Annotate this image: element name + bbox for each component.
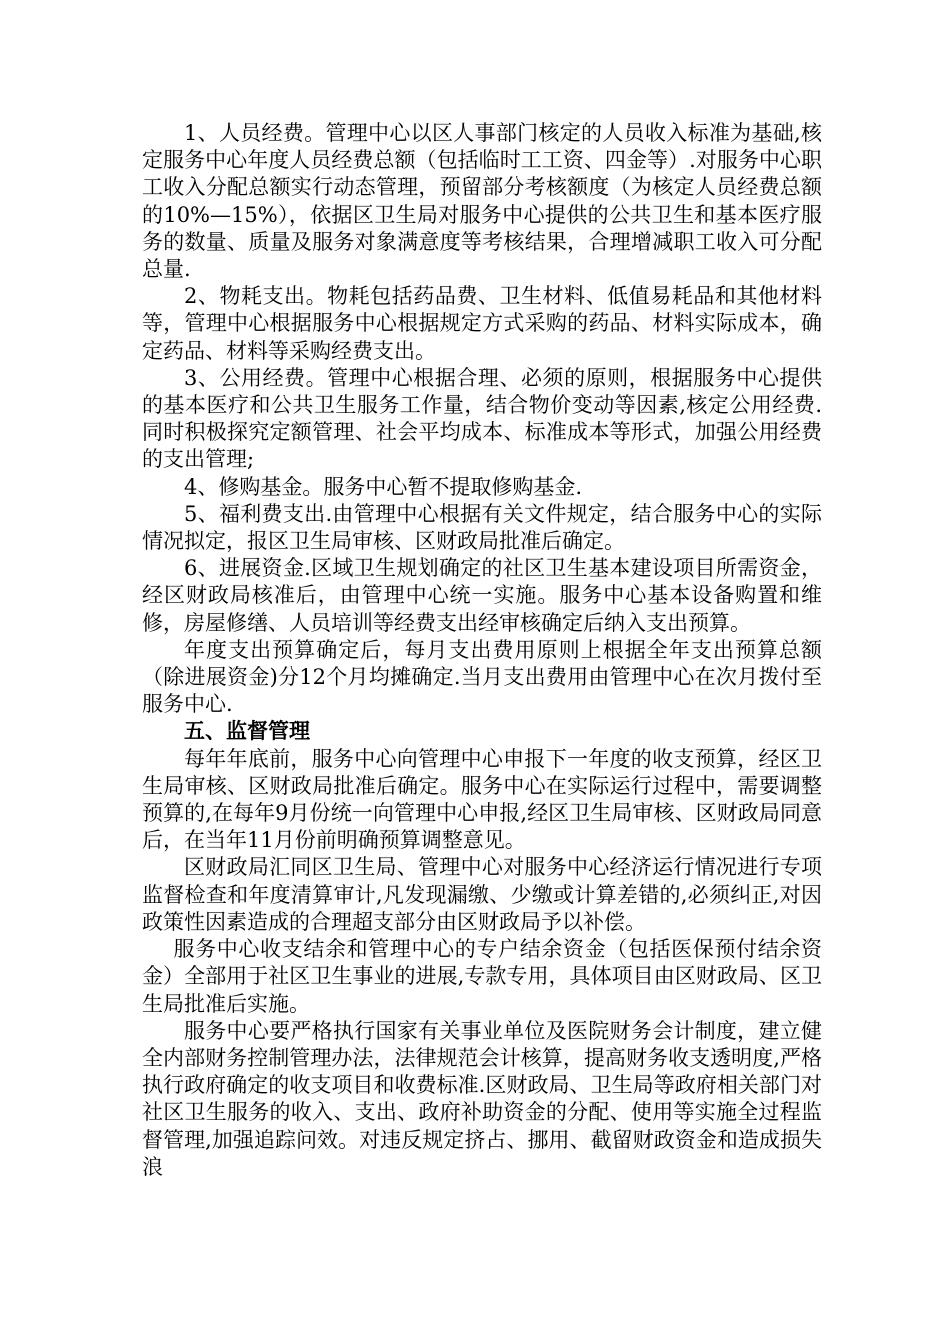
paragraph-repair-fund: 4、修购基金。服务中心暂不提取修购基金. <box>184 474 583 499</box>
document-page <box>142 120 822 1181</box>
paragraph-budget-application: 每年年底前，服务中心向管理中心申报下一年度的收支预算，经区卫生局审核、区财政局批准后确定。服务中心在实际运行过程中，需要调整预算的,在每年9月份统一向管理中心申报,经区卫生局审核、区财政局同意后，在当年11月份前明确预算调整意见。 <box>142 746 822 853</box>
paragraph-financial-control: 服务中心要严格执行国家有关事业单位及医院财务会计制度，建立健全内部财务控制管理办法，法律规范会计核算，提高财务收支透明度,严格执行政府确定的收支项目和收费标准.区财政局、卫生局等政府相关部门对社区卫生服务的收入、支出、政府补助资金的分配、使用等实施全过程监督管理,加强追踪问效。对违反规定挤占、挪用、截留财政资金和造成损失浪 <box>142 1018 822 1179</box>
paragraph-development-funds: 6、进展资金.区域卫生规划确定的社区卫生基本建设项目所需资金，经区财政局核准后，由管理中心统一实施。服务中心基本设备购置和维修，房屋修缮、人员培训等经费支出经审核确定后纳入支出预算。 <box>142 556 822 635</box>
section-heading-supervision: 五、监督管理 <box>184 719 310 744</box>
paragraph-material-expenses: 2、物耗支出。物耗包括药品费、卫生材料、低值易耗品和其他材料等，管理中心根据服务中心根据规定方式采购的药品、材料实际成本，确定药品、材料等采购经费支出。 <box>142 284 822 363</box>
paragraph-audit: 区财政局汇同区卫生局、管理中心对服务中心经济运行情况进行专项监督检查和年度清算审计,凡发现漏缴、少缴或计算差错的,必须纠正,对因政策性因素造成的合理超支部分由区财政局予以补偿。 <box>142 855 822 934</box>
paragraph-public-funds: 3、公用经费。管理中心根据合理、必须的原则，根据服务中心提供的基本医疗和公共卫生服务工作量，结合物价变动等因素,核定公用经费.同时积极探究定额管理、社会平均成本、标准成本等形式，加强公用经费的支出管理; <box>142 365 822 472</box>
paragraph-welfare-expenses: 5、福利费支出.由管理中心根据有关文件规定，结合服务中心的实际情况拟定，报区卫生局审核、区财政局批准后确定。 <box>142 501 822 554</box>
paragraph-surplus-funds: 服务中心收支结余和管理中心的专户结余资金（包括医保预付结余资金）全部用于社区卫生事业的进展,专款专用，具体项目由区财政局、区卫生局批准后实施。 <box>142 937 822 1016</box>
paragraph-personnel-funds: 1、人员经费。管理中心以区人事部门核定的人员收入标准为基础,核定服务中心年度人员经费总额（包括临时工工资、四金等）.对服务中心职工收入分配总额实行动态管理，预留部分考核额度（为核定人员经费总额的10%—15%），依据区卫生局对服务中心提供的公共卫生和基本医疗服务的数量、质量及服务对象满意度等考核结果，合理增减职工收入可分配总量. <box>142 121 822 282</box>
paragraph-annual-budget: 年度支出预算确定后，每月支出费用原则上根据全年支出预算总额（除进展资金)分12个月均摊确定.当月支出费用由管理中心在次月拨付至服务中心. <box>142 637 822 717</box>
